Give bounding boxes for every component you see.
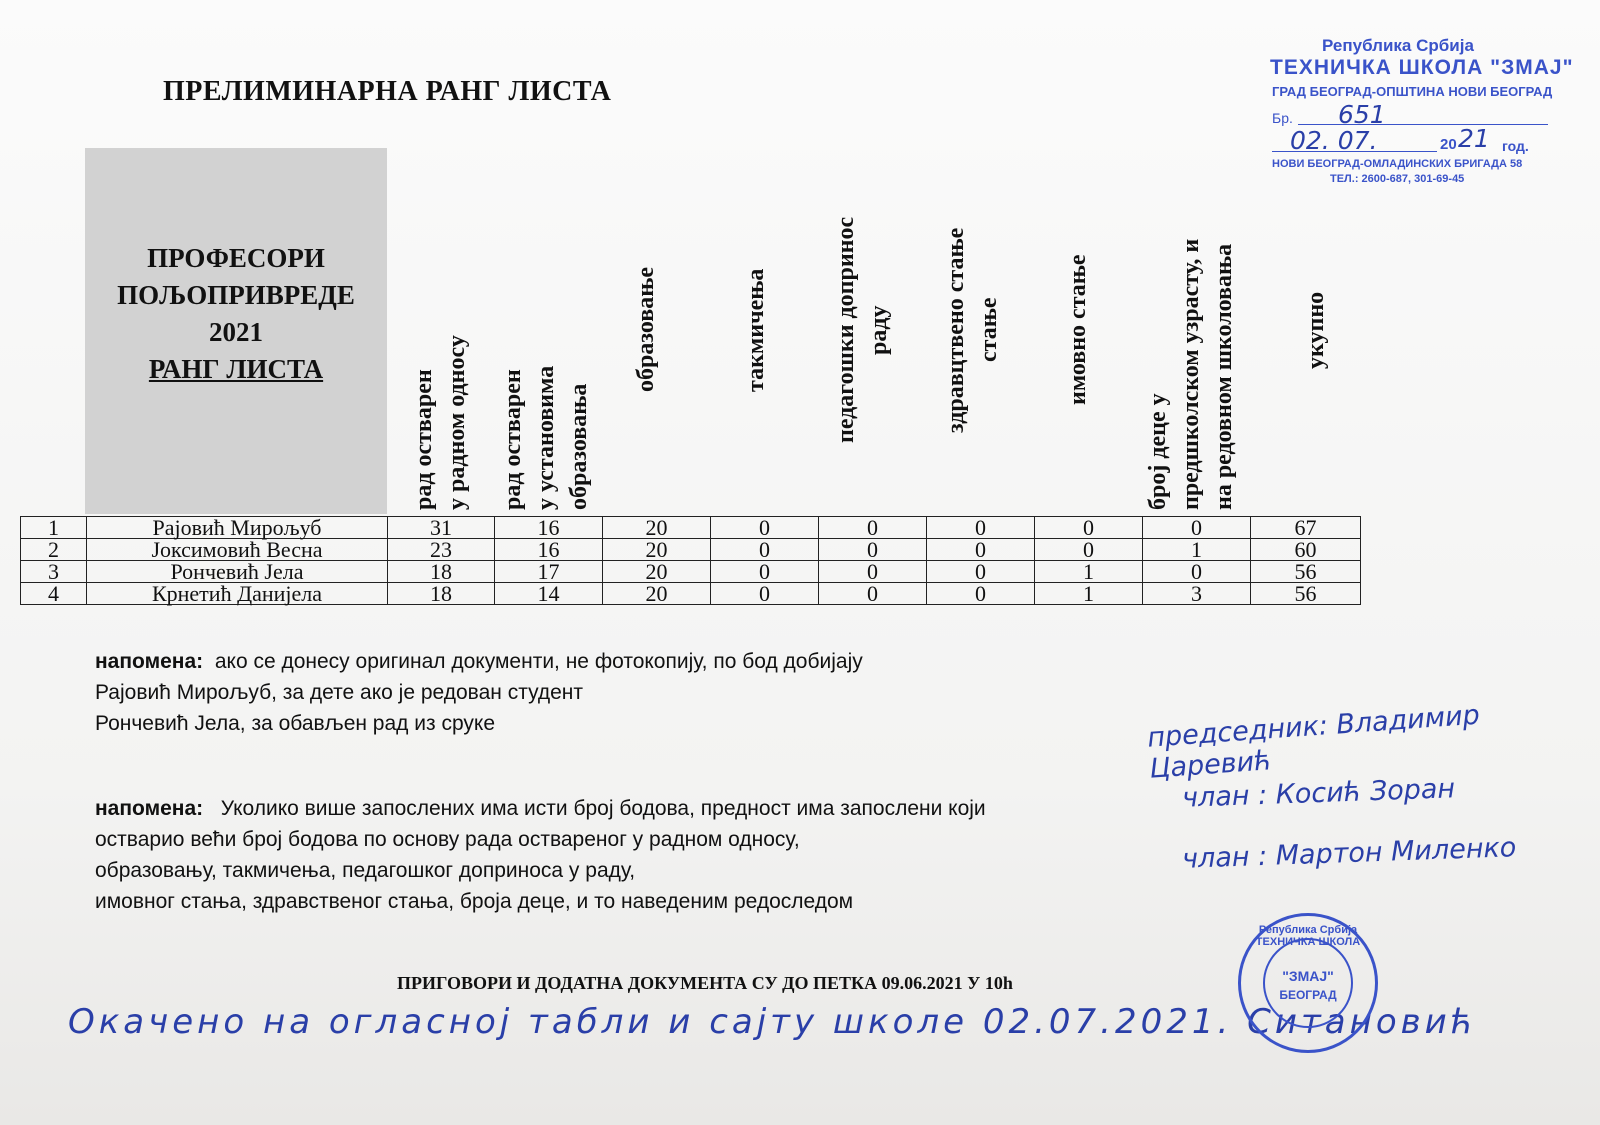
stamp-number-label: Бр. (1272, 110, 1293, 126)
stamp-municipality: ГРАД БЕОГРАД-ОПШТИНА НОВИ БЕОГРАД (1272, 84, 1553, 99)
score-cell: 16 (495, 539, 603, 561)
stamp-number-line (1298, 124, 1548, 125)
category-line-4: РАНГ ЛИСТА (148, 354, 324, 384)
note-text: Рајовић Мирољуб, за дете ако је редован студент (95, 681, 584, 704)
note-text: имовног стања, здравственог стања, броја деце, и то наведеним редоследом (95, 890, 854, 913)
signature-president: председник: Владимир Царевић (1146, 699, 1481, 785)
signature-member-1: члан : Косић Зоран (1181, 773, 1456, 814)
candidate-name: Рајовић Мирољуб (87, 517, 388, 539)
rank-number: 1 (21, 517, 87, 539)
score-cell: 0 (927, 517, 1035, 539)
column-header-children: број деце у предшколском узрасту, и на редовном школовања (1145, 238, 1237, 510)
stamp-year-prefix: 20 (1440, 136, 1457, 153)
seal-center-city: БЕОГРАД (1279, 988, 1337, 1002)
score-cell: 16 (495, 517, 603, 539)
category-line-1: ПРОФЕСОРИ (147, 243, 325, 273)
stamp-address: НОВИ БЕОГРАД-ОМЛАДИНСКИХ БРИГАДА 58 (1272, 158, 1523, 170)
candidate-name: Рончевић Јела (87, 561, 388, 583)
column-header-pedagogical-contribution: педагошки допринос раду (833, 216, 892, 444)
note-text: Уколико више запослених има исти број бодова, предност има запослени који (220, 797, 986, 820)
candidate-name: Јоксимовић Весна (87, 539, 388, 561)
total-cell: 60 (1251, 539, 1361, 561)
candidate-name: Крнетић Данијела (87, 583, 388, 605)
total-cell: 67 (1251, 517, 1361, 539)
score-cell: 0 (711, 517, 819, 539)
category-line-2: ПОЉОПРИВРЕДЕ (117, 280, 355, 310)
score-cell: 0 (819, 517, 927, 539)
total-cell: 56 (1251, 583, 1361, 605)
seal-center-name: "ЗМАЈ" (1282, 968, 1334, 984)
column-header-competitions: такмичења (743, 268, 769, 392)
score-cell: 18 (388, 583, 495, 605)
table-row (21, 517, 1361, 539)
score-cell: 0 (819, 561, 927, 583)
table-row (21, 561, 1361, 583)
note-original-documents (95, 646, 863, 739)
note-text: остварио већи број бодова по основу рада оствареног у радном односу, (95, 828, 800, 851)
stamp-school: ТЕХНИЧКА ШКОЛА "ЗМАЈ" (1270, 56, 1574, 79)
stamp-year-suffix: год. (1502, 138, 1529, 154)
score-cell: 0 (819, 583, 927, 605)
score-cell: 20 (603, 517, 711, 539)
score-cell: 14 (495, 583, 603, 605)
note-text: образовању, такмичења, педагошког доприноса у раду, (95, 859, 636, 882)
signature-member-2: члан : Мартон Миленко (1181, 832, 1517, 875)
score-cell: 0 (711, 561, 819, 583)
stamp-year: 21 (1458, 124, 1490, 153)
score-cell: 0 (1143, 561, 1251, 583)
column-header-work-employment: рад остварен у радном односу (411, 335, 470, 510)
column-header-total: укупно (1303, 291, 1329, 369)
score-cell: 0 (711, 583, 819, 605)
score-cell: 1 (1143, 539, 1251, 561)
seal-outer-text: Република Србија ТЕХНИЧКА ШКОЛА (1255, 924, 1361, 948)
score-cell: 1 (1035, 561, 1143, 583)
stamp-phone: ТЕЛ.: 2600-687, 301-69-45 (1330, 173, 1465, 185)
score-cell: 0 (927, 539, 1035, 561)
note-text: ако се донесу оригинал документи, не фотокопију, по бод добијају (214, 650, 863, 673)
stamp-number: 651 (1338, 100, 1386, 129)
score-cell: 0 (819, 539, 927, 561)
score-cell: 0 (711, 539, 819, 561)
score-cell: 3 (1143, 583, 1251, 605)
rank-number: 3 (21, 561, 87, 583)
column-header-work-institutions: рад остварен у установима образовања (500, 365, 592, 510)
stamp-country: Република Србија (1322, 36, 1474, 55)
score-cell: 31 (388, 517, 495, 539)
category-label (85, 240, 387, 388)
note-label: напомена: (95, 797, 204, 820)
ranking-table (20, 516, 1361, 605)
table-row (21, 583, 1361, 605)
score-cell: 0 (927, 561, 1035, 583)
column-header-education: образовање (633, 267, 659, 393)
score-cell: 1 (1035, 583, 1143, 605)
page-title: ПРЕЛИМИНАРНА РАНГ ЛИСТА (163, 76, 612, 107)
registry-stamp (1262, 34, 1574, 194)
score-cell: 0 (1035, 517, 1143, 539)
objection-deadline: ПРИГОВОРИ И ДОДАТНА ДОКУМЕНТА СУ ДО ПЕТКА 09.06.2021 У 10h (397, 973, 1013, 993)
school-seal (1238, 913, 1378, 1053)
score-cell: 0 (927, 583, 1035, 605)
score-cell: 0 (1035, 539, 1143, 561)
stamp-date: 02. 07. (1290, 126, 1378, 155)
score-cell: 20 (603, 539, 711, 561)
score-cell: 17 (495, 561, 603, 583)
note-text: Рончевић Јела, за обављен рад из сруке (95, 712, 495, 735)
rank-number: 4 (21, 583, 87, 605)
score-cell: 23 (388, 539, 495, 561)
score-cell: 0 (1143, 517, 1251, 539)
score-cell: 20 (603, 561, 711, 583)
note-label: напомена: (95, 650, 204, 673)
handwritten-posting-note: Окачено на огласној табли и сајту школе 02.07.2021. Ситановић (68, 1002, 1477, 1042)
score-cell: 20 (603, 583, 711, 605)
total-cell: 56 (1251, 561, 1361, 583)
score-cell: 18 (388, 561, 495, 583)
column-header-health: здравцтвено стање стање (943, 227, 1002, 433)
column-header-property: имовно стање (1065, 254, 1091, 406)
table-row (21, 539, 1361, 561)
category-year: 2021 (209, 317, 263, 347)
note-tie-break (95, 793, 986, 917)
rank-number: 2 (21, 539, 87, 561)
